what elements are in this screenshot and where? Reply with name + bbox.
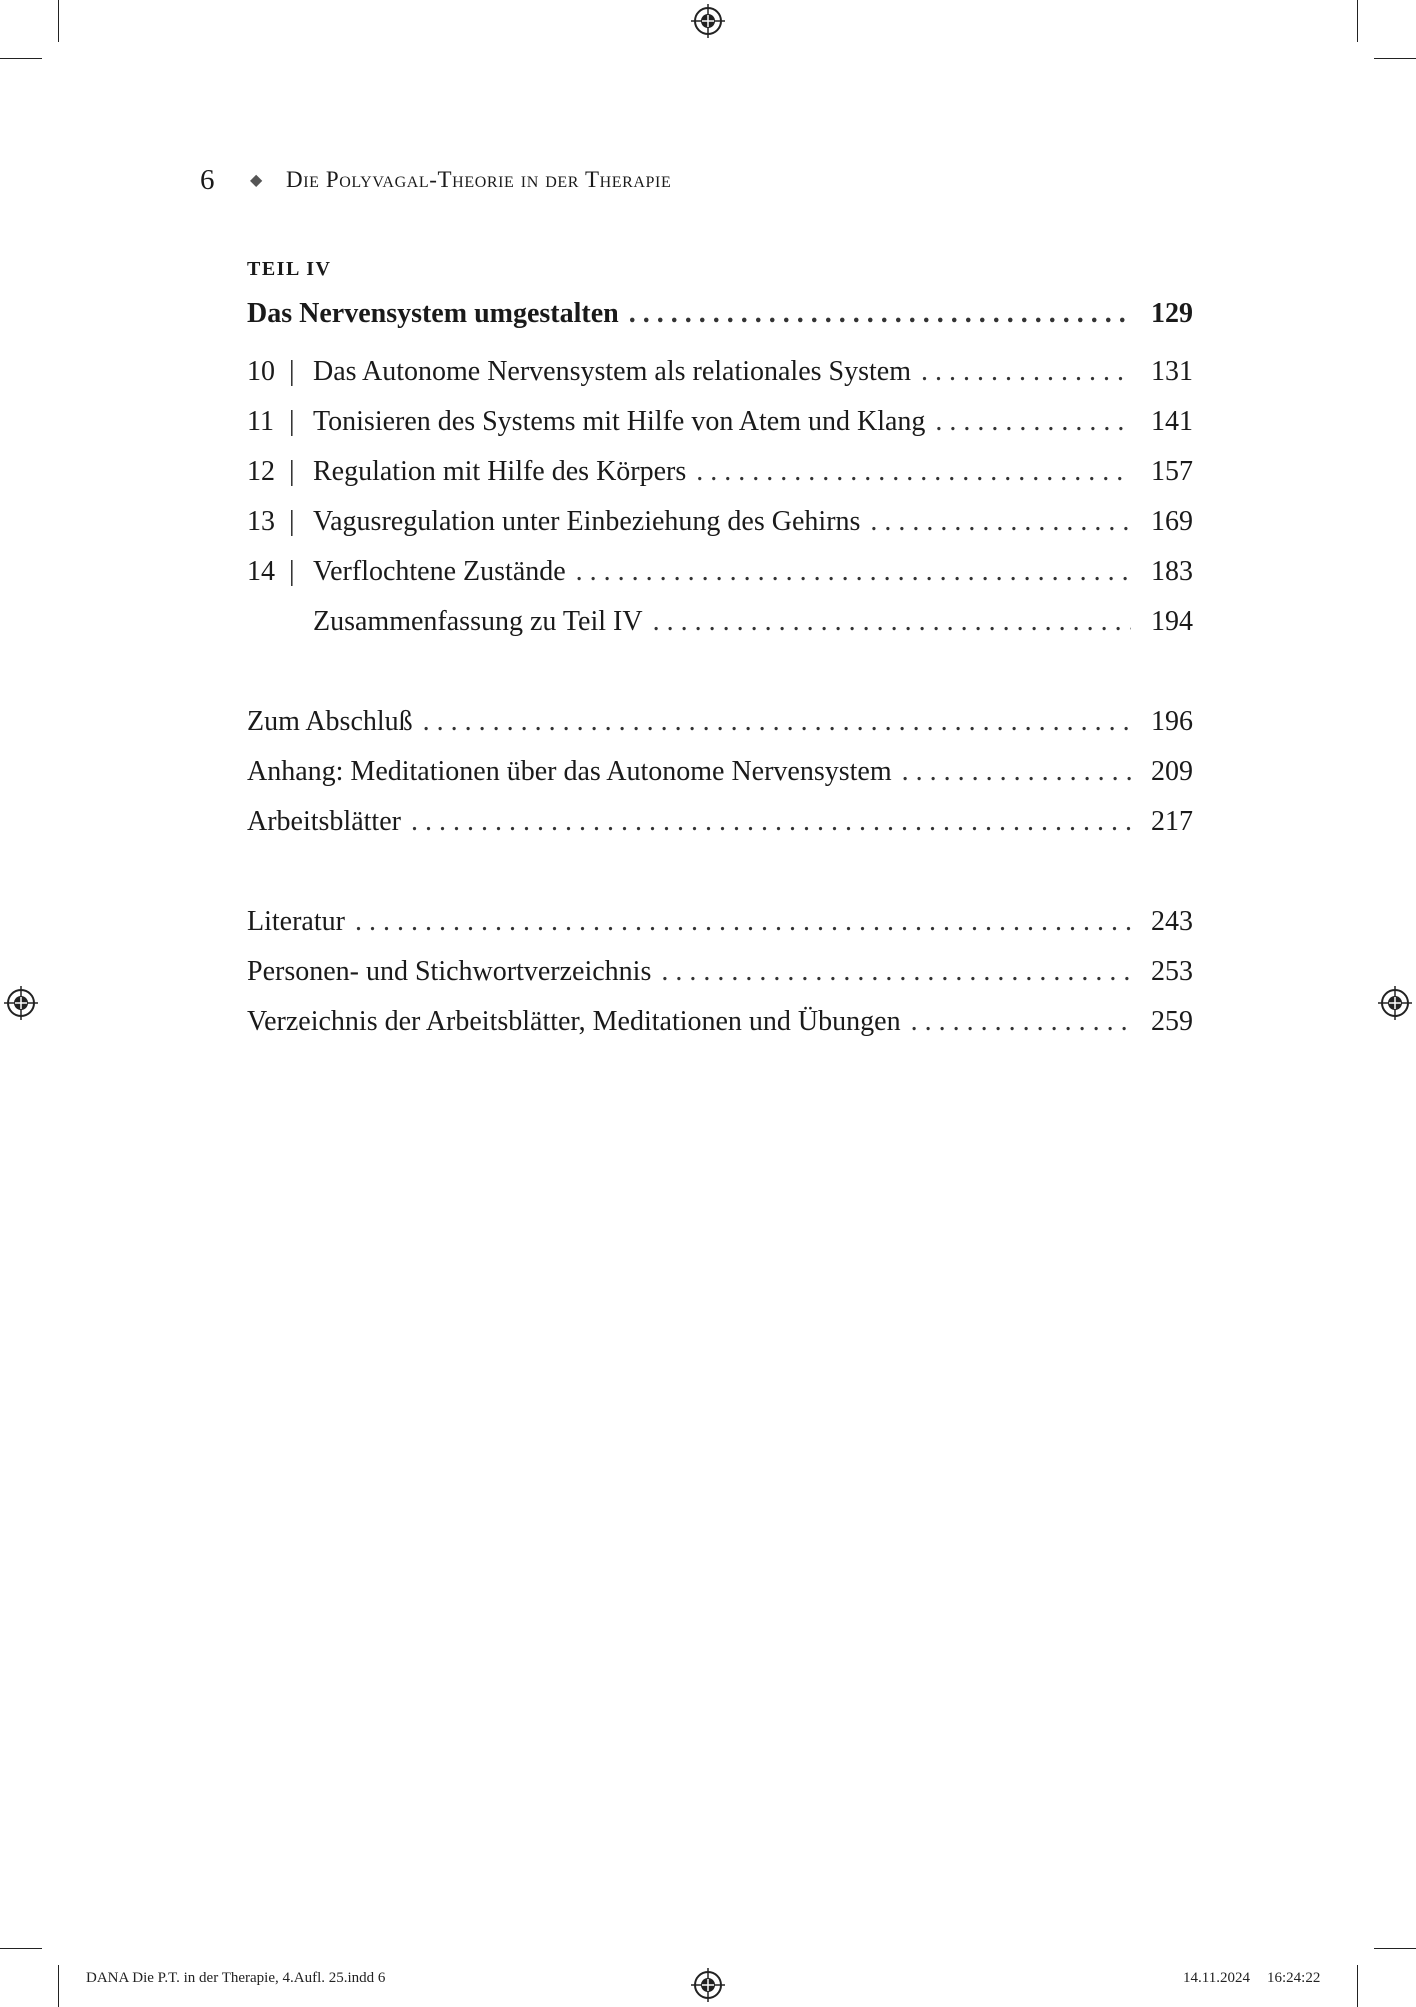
- dot-leader: [911, 1006, 1131, 1038]
- dot-leader: [576, 556, 1131, 588]
- toc-entry-page: 129: [1151, 298, 1193, 329]
- toc-entry-title: Zusammenfassung zu Teil IV: [313, 606, 643, 637]
- toc-entry-page: 157: [1151, 456, 1193, 487]
- toc-entry-page: 259: [1151, 1006, 1193, 1037]
- chapter-separator: |: [289, 506, 295, 537]
- toc-entry-title: Verflochtene Zustände: [313, 556, 566, 587]
- chapter-separator: |: [289, 556, 295, 587]
- dot-leader: [653, 606, 1131, 638]
- crop-mark-icon: [1374, 58, 1416, 59]
- registration-mark-icon: [4, 986, 38, 1020]
- chapter-separator: |: [289, 356, 295, 387]
- crop-mark-icon: [1357, 0, 1358, 42]
- registration-mark-icon: [691, 1968, 725, 2002]
- toc-entry-title: Zum Abschluß: [247, 706, 413, 737]
- toc-entry-title: Vagusregulation unter Einbeziehung des Gehirns: [313, 506, 861, 537]
- chapter-number: 11: [247, 406, 274, 437]
- toc-entry-page: 209: [1151, 756, 1193, 787]
- part-label: TEIL IV: [247, 258, 332, 280]
- chapter-number: 12: [247, 456, 275, 487]
- running-header: [200, 160, 671, 200]
- registration-mark-icon: [691, 4, 725, 38]
- toc-entry-title: Personen- und Stichwortverzeichnis: [247, 956, 652, 987]
- dot-leader: [423, 706, 1131, 738]
- toc-entry-row: [247, 756, 1193, 796]
- dot-leader: [902, 756, 1131, 788]
- dot-leader: [935, 406, 1131, 438]
- page-number: 6: [200, 163, 215, 196]
- crop-mark-icon: [58, 0, 59, 42]
- dot-leader: [696, 456, 1131, 488]
- toc-entry-title: Das Autonome Nervensystem als relationales System: [313, 356, 911, 387]
- toc-entry-page: 183: [1151, 556, 1193, 587]
- toc-summary-row: [247, 606, 1193, 646]
- chapter-separator: |: [289, 456, 295, 487]
- toc-entry-title: Das Nervensystem umgestalten: [247, 298, 619, 329]
- toc-entry-row: [247, 1006, 1193, 1046]
- toc-entry-title: Literatur: [247, 906, 345, 937]
- dot-leader: [629, 298, 1131, 330]
- toc-chapter-row: [247, 456, 1193, 496]
- chapter-number: 10: [247, 356, 275, 387]
- toc-chapter-row: [247, 556, 1193, 596]
- dot-leader: [661, 956, 1131, 988]
- slug-filename: DANA Die P.T. in der Therapie, 4.Aufl. 25.indd 6: [86, 1970, 386, 1986]
- toc-entry-page: 243: [1151, 906, 1193, 937]
- toc-entry-title: Verzeichnis der Arbeitsblätter, Meditationen und Übungen: [247, 1006, 901, 1037]
- toc-chapter-row: [247, 406, 1193, 446]
- toc-entry-row: [247, 956, 1193, 996]
- toc-entry-row: [247, 906, 1193, 946]
- dot-leader: [411, 806, 1131, 838]
- crop-mark-icon: [0, 58, 42, 59]
- dot-leader: [921, 356, 1131, 388]
- running-title: Die Polyvagal-Theorie in der Therapie: [286, 167, 672, 192]
- chapter-number: 13: [247, 506, 275, 537]
- chapter-separator: |: [289, 406, 295, 437]
- toc-entry-page: 141: [1151, 406, 1193, 437]
- crop-mark-icon: [58, 1965, 59, 2007]
- toc-entry-page: 131: [1151, 356, 1193, 387]
- dot-leader: [870, 506, 1131, 538]
- toc-entry-page: 217: [1151, 806, 1193, 837]
- toc-chapter-row: [247, 506, 1193, 546]
- toc-entry-title: Arbeitsblätter: [247, 806, 401, 837]
- toc-chapter-row: [247, 356, 1193, 396]
- toc-entry-title: Anhang: Meditationen über das Autonome Nervensystem: [247, 756, 892, 787]
- dot-leader: [355, 906, 1131, 938]
- toc-entry-page: 253: [1151, 956, 1193, 987]
- chapter-number: 14: [247, 556, 275, 587]
- slug-date: 14.11.2024: [1183, 1970, 1250, 1986]
- toc-part-title-row: [247, 298, 1193, 338]
- toc-entry-row: [247, 706, 1193, 746]
- slug-time: 16:24:22: [1267, 1970, 1321, 1986]
- crop-mark-icon: [1357, 1965, 1358, 2007]
- diamond-bullet-icon: ◆: [250, 172, 263, 189]
- crop-mark-icon: [1374, 1948, 1416, 1949]
- toc-entry-page: 194: [1151, 606, 1193, 637]
- crop-mark-icon: [0, 1948, 42, 1949]
- toc-entry-page: 196: [1151, 706, 1193, 737]
- toc-entry-title: Tonisieren des Systems mit Hilfe von Atem und Klang: [313, 406, 926, 437]
- toc-entry-page: 169: [1151, 506, 1193, 537]
- toc-entry-title: Regulation mit Hilfe des Körpers: [313, 456, 687, 487]
- registration-mark-icon: [1378, 986, 1412, 1020]
- toc-entry-row: [247, 806, 1193, 846]
